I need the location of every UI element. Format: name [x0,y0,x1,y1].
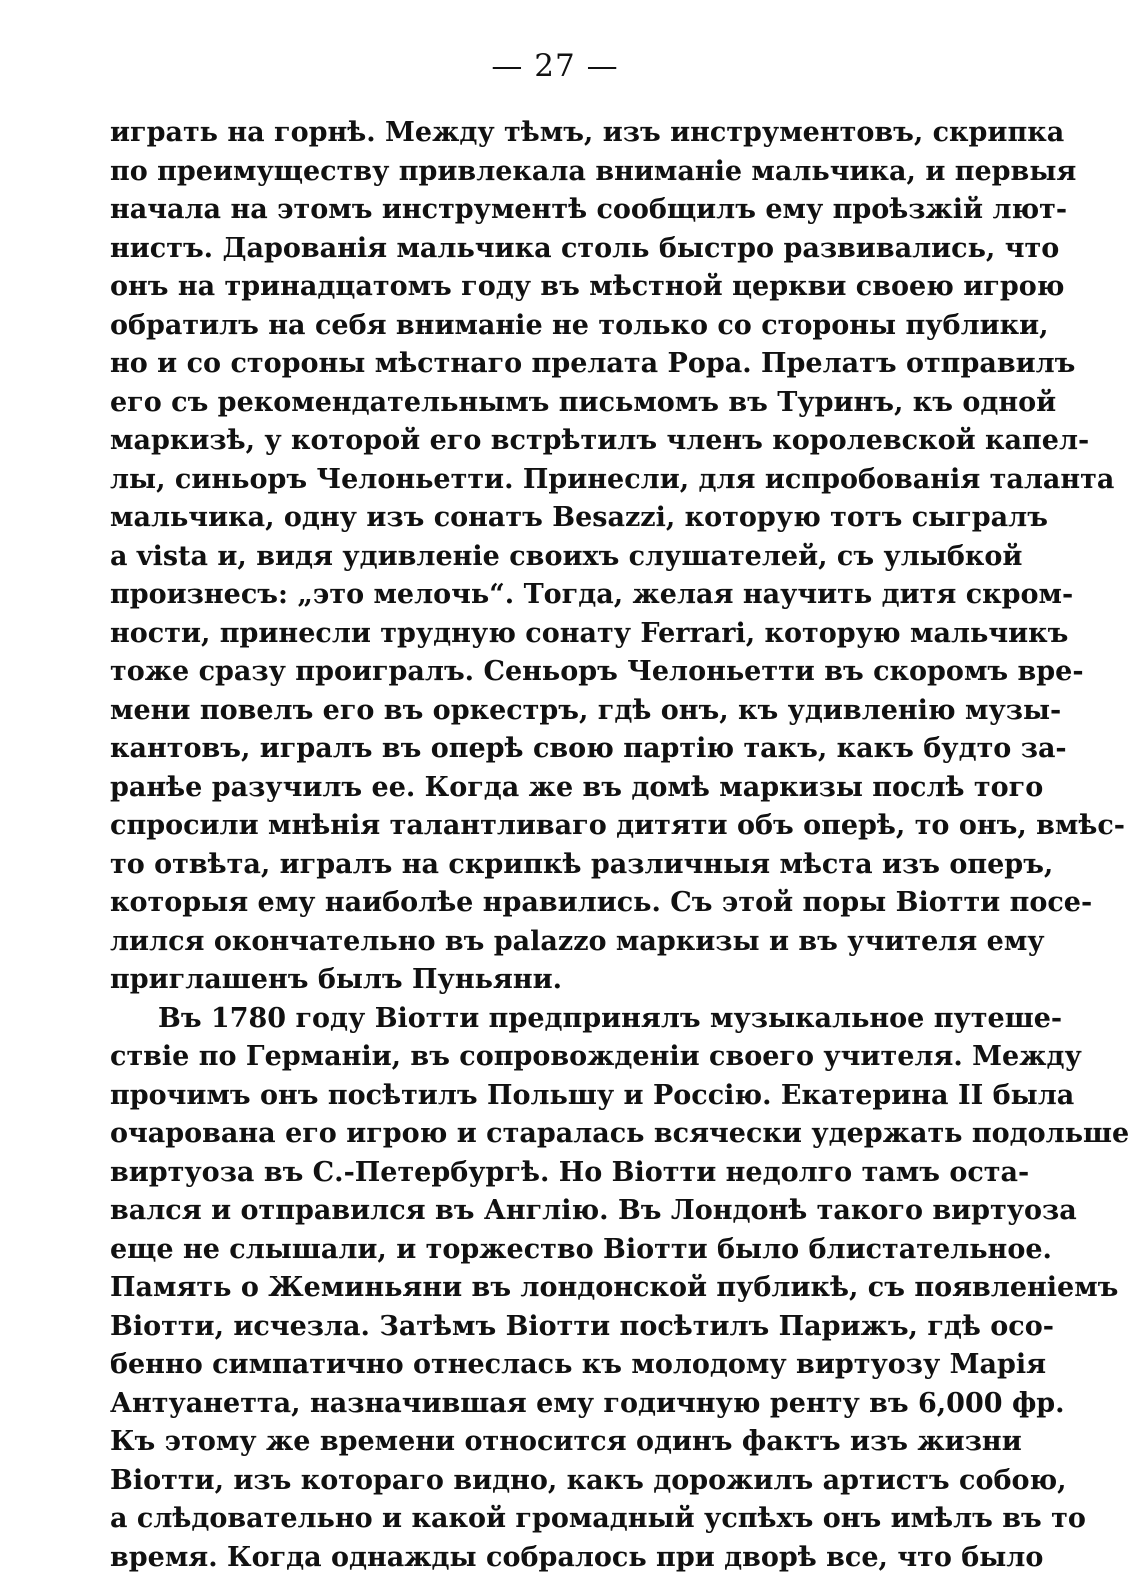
body-text [110,114,1000,1577]
text-line: прочимъ онъ посѣтилъ Польшу и Россію. Екатерина II была [110,1077,1000,1116]
text-line: тоже сразу проигралъ. Сеньоръ Челоньетти въ скоромъ вре- [110,653,1000,692]
text-line: лился окончательно въ palazzo маркизы и въ учителя ему [110,923,1000,962]
text-line: начала на этомъ инструментѣ сообщилъ ему проѣзжій лют- [110,191,1000,230]
text-line: то отвѣта, игралъ на скрипкѣ различныя мѣста изъ оперъ, [110,846,1000,885]
text-line: вался и отправился въ Англію. Въ Лондонѣ такого виртуоза [110,1192,1000,1231]
text-line: нистъ. Дарованія мальчика столь быстро развивались, что [110,230,1000,269]
text-line: Віотти, исчезла. Затѣмъ Віотти посѣтилъ Парижъ, гдѣ осо- [110,1308,1000,1347]
text-line: ствіе по Германіи, въ сопровожденіи своего учителя. Между [110,1038,1000,1077]
text-line: мени повелъ его въ оркестръ, гдѣ онъ, къ удивленію музы- [110,692,1000,731]
text-line: но и со стороны мѣстнаго прелата Рора. Прелатъ отправилъ [110,345,1000,384]
text-line: ности, принесли трудную сонату Ferrari, которую мальчикъ [110,615,1000,654]
text-line: Віотти, изъ котораго видно, какъ дорожилъ артистъ собою, [110,1462,1000,1501]
text-line: еще не слышали, и торжество Віотти было блистательное. [110,1231,1000,1270]
text-line: лы, синьоръ Челоньетти. Принесли, для испробованія таланта [110,461,1000,500]
text-line: его съ рекомендательнымъ письмомъ въ Туринъ, къ одной [110,384,1000,423]
text-line: мальчика, одну изъ сонатъ Besazzi, которую тотъ сыгралъ [110,499,1000,538]
text-line: время. Когда однажды собралось при дворѣ все, что было [110,1539,1000,1577]
text-line: обратилъ на себя вниманіе не только со стороны публики, [110,307,1000,346]
text-line: a vista и, видя удивленіе своихъ слушателей, съ улыбкой [110,538,1000,577]
text-line: бенно симпатично отнеслась къ молодому виртуозу Марія [110,1346,1000,1385]
text-line: Къ этому же времени относится одинъ фактъ изъ жизни [110,1423,1000,1462]
paragraph-end-line: приглашенъ былъ Пуньяни. [110,961,1000,1000]
text-line: онъ на тринадцатомъ году въ мѣстной церкви своею игрою [110,268,1000,307]
text-line: спросили мнѣнія талантливаго дитяти объ оперѣ, то онъ, вмѣс- [110,807,1000,846]
text-line: маркизѣ, у которой его встрѣтилъ членъ королевской капел- [110,422,1000,461]
text-line: произнесъ: „это мелочь“. Тогда, желая научить дитя скром- [110,576,1000,615]
paragraph-start-line: Въ 1780 году Віотти предпринялъ музыкальное путеше- [110,1000,1000,1039]
text-line: которыя ему наиболѣе нравились. Съ этой поры Віотти посе- [110,884,1000,923]
text-line: кантовъ, игралъ въ оперѣ свою партію такъ, какъ будто за- [110,730,1000,769]
text-line: Антуанетта, назначившая ему годичную ренту въ 6,000 фр. [110,1385,1000,1424]
text-line: играть на горнѣ. Между тѣмъ, изъ инструментовъ, скрипка [110,114,1000,153]
text-line: виртуоза въ С.-Петербургѣ. Но Віотти недолго тамъ оста- [110,1154,1000,1193]
text-line: Память о Жеминьяни въ лондонской публикѣ, съ появленіемъ [110,1269,1000,1308]
text-line: а слѣдовательно и какой громадный успѣхъ онъ имѣлъ въ то [110,1500,1000,1539]
text-line: очарована его игрою и старалась всячески удержать подольше [110,1115,1000,1154]
page-number: — 27 — [0,48,1110,84]
text-line: по преимуществу привлекала вниманіе мальчика, и первыя [110,153,1000,192]
text-line: ранѣе разучилъ ее. Когда же въ домѣ маркизы послѣ того [110,769,1000,808]
